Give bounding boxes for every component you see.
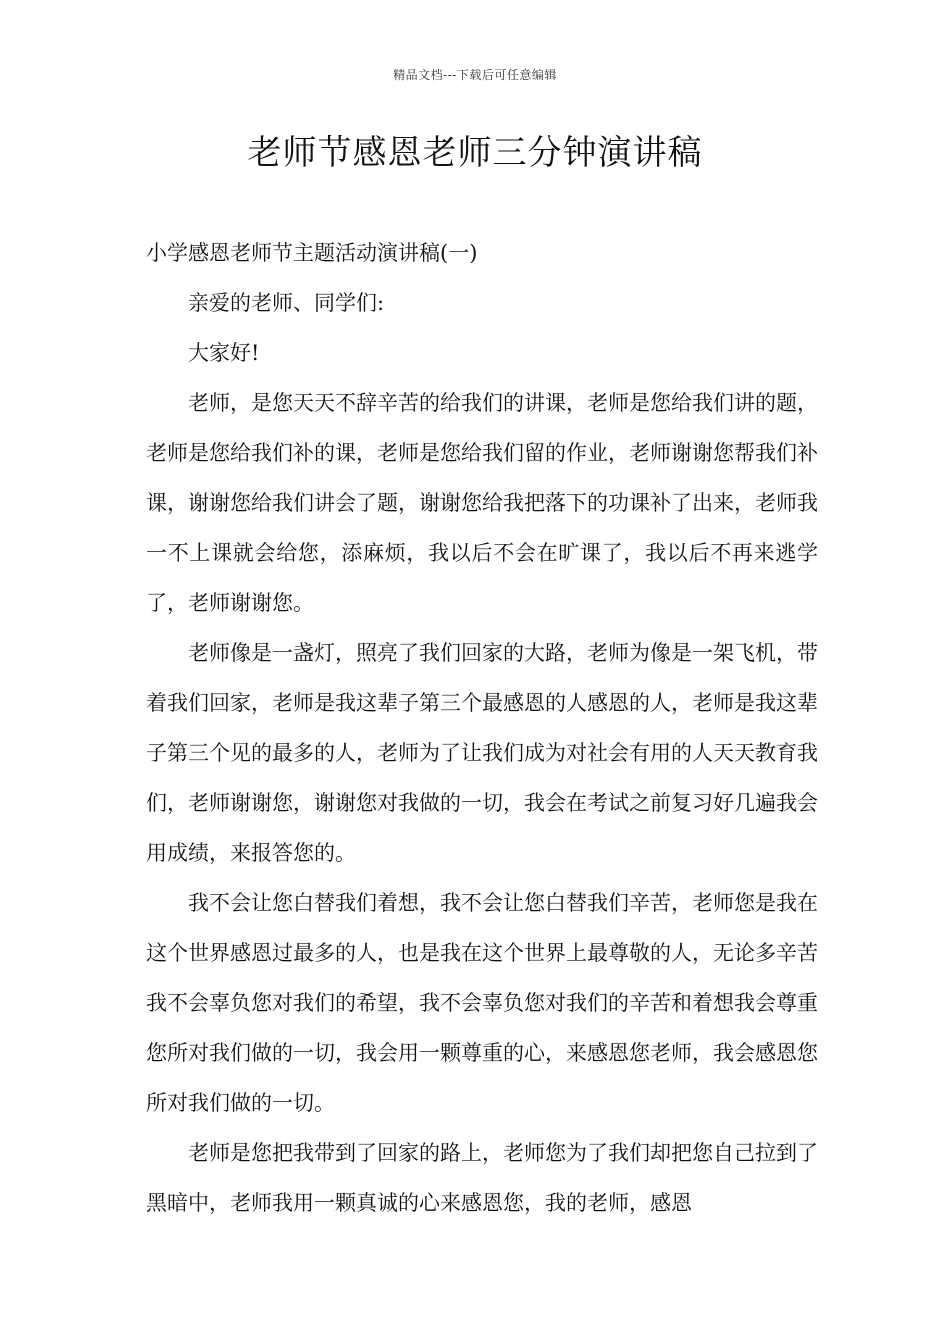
document-title: 老师节感恩老师三分钟演讲稿 [247,133,703,173]
paragraph-3: 我不会让您白替我们着想，我不会让您白替我们辛苦，老师您是我在这个世界感恩过最多的人，也是我在这个世界上最尊敬的人，无论多辛苦我不会辜负您对我们的希望，我不会辜负您对我们的辛苦和着想我会尊重您所对我们做的一切，我会用一颗尊重的心，来感恩您老师，我会感恩您所对我们做的一切。 [146,891,818,1115]
document-body [146,228,818,1228]
header-note: 精品文档---下载后可任意编辑 [393,68,557,82]
paragraph-1: 老师，是您天天不辞辛苦的给我们的讲课，老师是您给我们讲的题，老师是您给我们补的课，老师是您给我们留的作业，老师谢谢您帮我们补课，谢谢您给我们讲会了题，谢谢您给我把落下的功课补了出来，老师我一不上课就会给您，添麻烦，我以后不会在旷课了，我以后不再来逃学了，老师谢谢您。 [146,391,818,615]
paragraph-2: 老师像是一盏灯，照亮了我们回家的大路，老师为像是一架飞机，带着我们回家，老师是我这辈子第三个最感恩的人感恩的人，老师是我这辈子第三个见的最多的人，老师为了让我们成为对社会有用的人天天教育我们，老师谢谢您，谢谢您对我做的一切，我会在考试之前复习好几遍我会用成绩，来报答您的。 [146,641,818,865]
paragraph-4: 老师是您把我带到了回家的路上，老师您为了我们却把您自己拉到了黑暗中，老师我用一颗真诚的心来感恩您，我的老师，感恩 [146,1141,818,1215]
salutation: 大家好! [188,341,260,365]
document-subtitle: 小学感恩老师节主题活动演讲稿(一) [146,241,478,265]
greeting: 亲爱的老师、同学们: [188,291,385,315]
